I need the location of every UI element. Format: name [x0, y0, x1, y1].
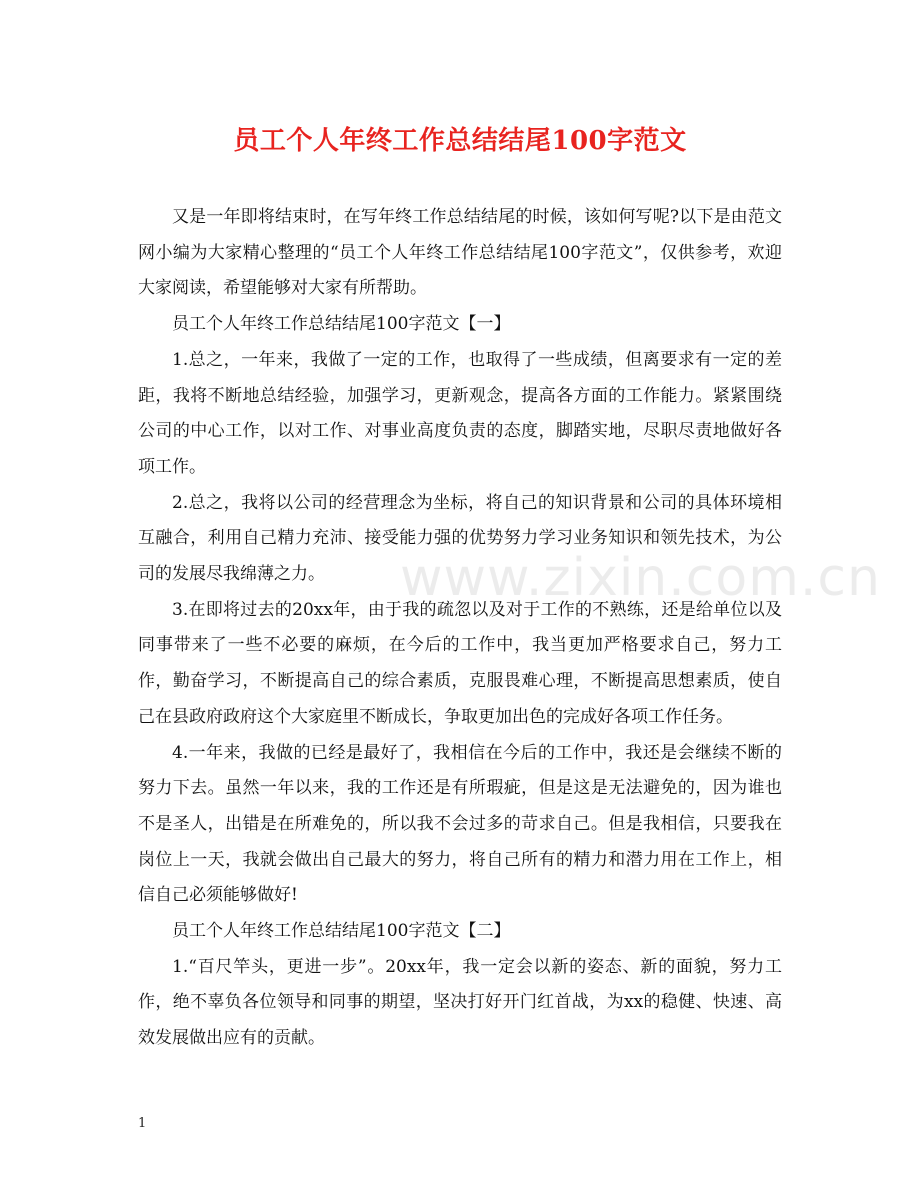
- page-number: 1: [138, 1116, 147, 1131]
- body-paragraph: 1.“百尺竿头，更进一步”。20xx年，我一定会以新的姿态、新的面貌，努力工作，绝不辜负各位领导和同事的期望，坚决打好开门红首战，为xx的稳健、快速、高效发展做出应有的贡献。: [138, 956, 782, 1049]
- body-paragraph: 1.总之，一年来，我做了一定的工作，也取得了一些成绩，但离要求有一定的差距，我将不断地总结经验，加强学习，更新观念，提高各方面的工作能力。紧紧围绕公司的中心工作，以对工作、对事业高度负责的态度，脚踏实地，尽职尽责地做好各项工作。: [138, 349, 782, 477]
- intro-paragraph: 又是一年即将结束时，在写年终工作总结结尾的时候，该如何写呢?以下是由范文网小编为大家精心整理的“员工个人年终工作总结结尾100字范文”，仅供参考，欢迎大家阅读，希望能够对大家有所帮助。: [138, 207, 782, 299]
- document-body: [138, 200, 782, 1057]
- section-heading-one: 员工个人年终工作总结结尾100字范文【一】: [172, 314, 511, 335]
- document-title: 员工个人年终工作总结结尾100字范文: [233, 126, 687, 156]
- body-paragraph: 4.一年来，我做的已经是最好了，我相信在今后的工作中，我还是会继续不断的努力下去。虽然一年以来，我的工作还是有所瑕疵，但是这是无法避免的，因为谁也不是圣人，出错是在所难免的，所以我不会过多的苛求自己。但是我相信，只要我在岗位上一天，我就会做出自己最大的努力，将自己所有的精力和潜力用在工作上，相信自己必须能够做好!: [138, 742, 782, 906]
- body-paragraph: 3.在即将过去的20xx年，由于我的疏忽以及对于工作的不熟练，还是给单位以及同事带来了一些不必要的麻烦，在今后的工作中，我当更加严格要求自己，努力工作，勤奋学习，不断提高自己的综合素质，克服畏难心理，不断提高思想素质，使自己在县政府政府这个大家庭里不断成长，争取更加出色的完成好各项工作任务。: [138, 599, 782, 727]
- body-paragraph: 2.总之，我将以公司的经营理念为坐标，将自己的知识背景和公司的具体环境相互融合，利用自己精力充沛、接受能力强的优势努力学习业务知识和领先技术，为公司的发展尽我绵薄之力。: [138, 492, 782, 585]
- watermark: www.zixin.com.cn: [400, 548, 881, 608]
- section-heading-two: 员工个人年终工作总结结尾100字范文【二】: [172, 921, 511, 942]
